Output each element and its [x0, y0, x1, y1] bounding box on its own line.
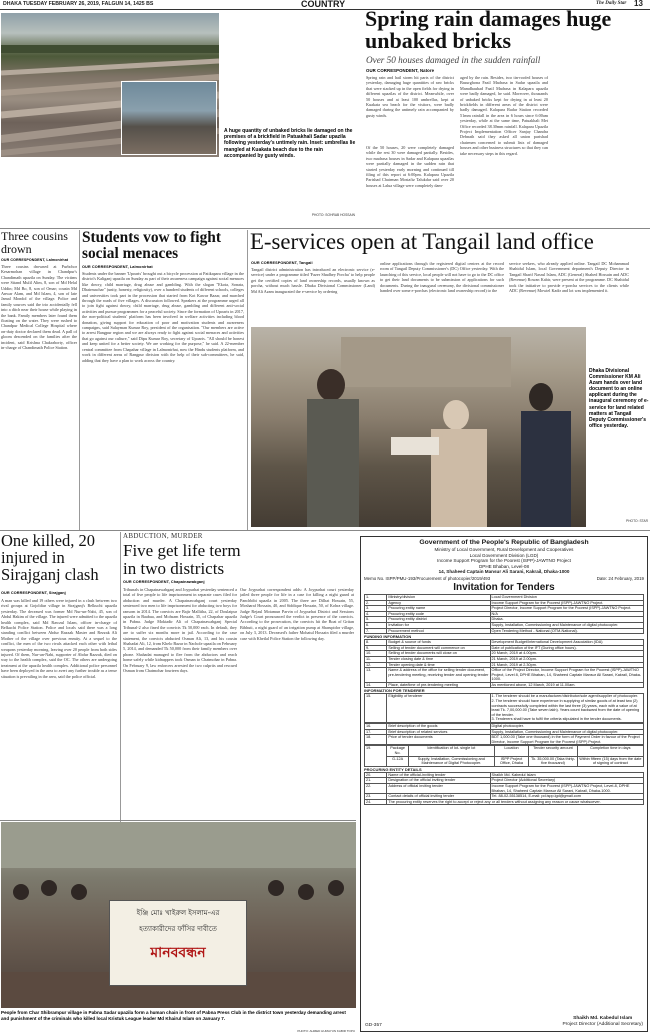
- table-row: [365, 606, 644, 612]
- row-number: 10.: [365, 651, 387, 657]
- row-key: Procuring entity district: [387, 617, 490, 623]
- pkg-head-0: Package No.: [387, 746, 409, 756]
- eservices-photo-caption: Dhaka Divisional Commissioner KM Ali Azam hands over land document to an online applicant during the inaugural ceremony of e-service for land related matters at Tangail Deputy Commissioner's office yesterday.: [589, 368, 649, 429]
- row-key: Selling of tender document will commence on: [387, 645, 490, 651]
- eservices-col-3: service seekers, who already applied online. Tangail DC Mohammad Shahidul Islam, local Government department's Deputy Director in Tangail Sharif Nasrul Islam, ADC (General) Shahed Hossain and ADC (Revenue) Rowan Kabir, were present at the programme. DC Shahidul took the initiative to provide e-porcha services to the clients while ADC (Revenue) Mowiel Kadir and lot was implemented it.: [509, 261, 629, 294]
- tender-table-b: [364, 639, 644, 688]
- pkg-cell-0: G-12A: [387, 756, 409, 766]
- row-number: 15.: [365, 694, 387, 723]
- killed-byline: OUR CORRESPONDENT, Sirajganj: [1, 591, 66, 595]
- table-row: [365, 628, 644, 634]
- killed-headline: One killed, 20 injured in Sirajganj clash: [1, 531, 99, 584]
- eservices-col-1: Tangail district administration has introduced an electronic service (e-service) under a programme titled 'Fazer Shadhey Porcha' to help people get the certified copies of land ownership records, usually known as porcha, without much hassle. Dhaka Divisional Commissioner (Land) Md Ali Azam inaugurated the e-service by ordering: [251, 267, 375, 294]
- table-row: [365, 783, 644, 793]
- students-body: Students under the banner 'Upoaris' brought out a bicycle procession at Patikapara village in the district's Kaliganj upazila on Sunday as part of their awareness campaign against social menaces like dowry, child marriage, drug abuse and gambling. With the slogan "Ekota, Sonata, Dhairmachar" (unity, honesty, religiosity), over a hundred students of different schools, colleges and universities took part in the procession that started from Kot Kawar Bazar, and marched through the roads of five villages. A discussion followed. Speakers at the programme urged all to join fight against dowry, child marriage, drug abuse, gambling and different anti-social activities and pursue programmes for a peaceful society. Since the formation of Upoaris in 2017, the non-political students' platform has been involved in welfare activities including blood donation, giving support for education of poor and motivation students and awareness campaigns, said Sulayman Kumar Roy, president of the organisation. "Our members are active to arrest Bangpur region and we are always ready to fight against social menaces and activities that go against our culture," said Dipu Kumar Roy, secretary of Upoaris. "All should be honest and keep united for a better society. We are working for the purpose," he said. A 22-member central committee from Chapahar village in Lalmonirhat, now the Hindu students platform, and work in different areas of Rangpur division with the help of their sub-committees, he said, adding that they have a plan to work across the country.: [82, 271, 244, 363]
- row-number: 7.: [365, 628, 387, 634]
- row-value: Supply, Installation, Commissioning and Maintenance of digital photocopier.: [490, 622, 643, 628]
- row-number: 20.: [365, 772, 387, 778]
- pkg-head-4: Completion time in days: [577, 746, 643, 756]
- table-row: [365, 729, 644, 735]
- entity-label: PROCURING ENTITY DETAILS: [364, 766, 422, 772]
- row-number: 18.: [365, 735, 387, 745]
- row-key: Place, date/time of pre-tendering meeting: [387, 682, 490, 688]
- row-number: 23.: [365, 794, 387, 800]
- row-key: Price of tender documents: [387, 735, 490, 745]
- sign-name: Shaikh Md. Kabedul Islam: [573, 1016, 633, 1021]
- pkg-cell-2: ISPP Project Office, Dhaka: [494, 756, 529, 766]
- row-value: Digital photocopier.: [490, 724, 643, 730]
- handover-scene-graphic: [251, 327, 586, 527]
- pkg-head-3: Tender security amount: [529, 746, 577, 756]
- row-value: Shaikh Md. Kabedul Islam: [490, 772, 643, 778]
- row-number: 11.: [365, 656, 387, 662]
- abduction-headline: Five get life term in two districts: [123, 541, 241, 578]
- package-row: [365, 756, 644, 766]
- lead-photo: [1, 13, 219, 157]
- lead-col-3: aged by the rain. Besides, two tin-roofed houses of Basurghona Fazil Madrasa in Sadar upazila and Mamdhaubad Fazil Madrasa in Kalapara upazila were badly damaged, he said. Moreover, thousands of unbaked bricks kept for drying in at least 20 brickfields in different areas of the district were badly damaged. Kalapara Radar Station recorded 51mm rainfall in the area in 6 hours since 6:00am yesterday, while at the same time, Patuakhali Met Office recorded 38.30mm rainfall. Kalapara Upazila Project Implementation Officer Sanjay Chandra Debnath said they asked all union parishad chairmen concerned to submit lists of damaged houses and other business structures so that they can take necessary steps in this regard.: [460, 75, 548, 156]
- row-key: Selling of tender documents will close on: [387, 651, 490, 657]
- row-number: 1.: [365, 594, 387, 600]
- table-row: [365, 640, 644, 646]
- page-number: 13: [634, 0, 643, 8]
- tender-memo: Memo No. ISPP/PMU-193/Procurement of photocopier/2019/493: [364, 575, 491, 581]
- row-value: Office of the Project Director, Income Support Program for the Poorest (ISPP)-JAWTNO Project, Level 8, DPHE Bhaban, 14, Shaheed Captain Mansur Ali Sarani, Kakrail, Dhaka-1000.: [490, 668, 643, 683]
- table-row: [365, 668, 644, 683]
- tender-table-a: [364, 594, 644, 634]
- row-number: 17.: [365, 729, 387, 735]
- tender-table-d: [364, 772, 644, 806]
- row-value: Tel. 88-02-55138514, E-mail: pd.ispp.lgd@gmail.com: [490, 794, 643, 800]
- row-key: Invitation for: [387, 622, 490, 628]
- table-row: [365, 694, 644, 723]
- lead-byline: OUR CORRESPONDENT, Natore: [366, 68, 435, 73]
- lead-headline: Spring rain damages huge unbaked bricks: [365, 6, 612, 53]
- row-value: 20 March, 2019 at 4.00pm.: [490, 651, 643, 657]
- row-number: 8.: [365, 640, 387, 646]
- row-number: 12.: [365, 662, 387, 668]
- eservices-headline: E-services open at Tangail land office: [250, 229, 594, 254]
- row-key: Procurement method: [387, 628, 490, 634]
- row-value: Project Director, Income Support Program for the Poorest (ISPP)-JAWTNO Project.: [490, 606, 643, 612]
- eservices-col-2: online applications through the registered digital centres at the record room of Tangail Deputy Commissioner's (DC) Office yesterday. With the launching of this service, local people will not have to go to the DC office to get their land documents to be submission of applications for such documents. During the inaugural ceremony, the divisional commissioner handed over some e-porchas (electronic land ownership record) to the: [380, 261, 504, 294]
- row-value: Project Director (Additional Secretary): [490, 778, 643, 784]
- mid-rule: [0, 530, 650, 531]
- tender-project: Income Support Program for the Poorest (ISPP)-JAWTNO Project: [437, 558, 571, 564]
- eservices-byline: OUR CORRESPONDENT, Tangail: [251, 261, 313, 265]
- human-chain-rule: [0, 820, 356, 821]
- row-number: 4.: [365, 611, 387, 617]
- abduction-col-1: Tribunals in Chapainawabganj and Joypurhat yesterday sentenced a total of five people to life imprisonment in separate cases filed for abduction and murder. A Chapainawabganj court yesterday sentenced two men to life imprisonment for abducting two boys for ransom in 2014. The convicts are Bajir Mallitha, 22, of Doulatpur upazila in Baabua, and Mohsam Hossain, 35, of Chapahar upazila in Pabna. Judge Moktadir Ali of Chapainawabganj Special Tribunal-2 also fined the convicts Tk 50,000 each. In default, they are to suffer six months more in jail. According to the case statement, the convicts abducted Osman Ali, 13, and his cousin Shahadat Ali, 12, from Khelo Bazar in Nachole upazila on February 5, 2014, and demanded Tk 50,000 from their family members over phone. Shahadat managed to flee from the abductors and reach home safely while kidnappers took Osman to Chatmohar in Pabna. On February 9, law enforcers arrested the two culprits and rescued Osman from Chatmohar fourteen days.: [123, 587, 237, 674]
- abduction-kicker: ABDUCTION, MURDER: [123, 532, 203, 540]
- abduction-byline: OUR CORRESPONDENT, Chapainawabganj: [123, 580, 205, 584]
- tender-gov-title: Government of the People's Republic of Bangladesh: [419, 539, 589, 546]
- tender-date: Date: 24 February, 2019: [596, 575, 644, 581]
- banner-line-2: হত্যাকারীদের ফাঁসির দাবীতে: [139, 925, 217, 933]
- human-chain-photo: [1, 822, 356, 1008]
- lead-photo-caption: A huge quantity of unbaked bricks lie damaged on the premises of a brickfield in Patuakhali Sadar upazila following yesterday's untimely rain. Inset: umbrellas lie mangled at Kuakata beach due to the rain accompanied by gusty winds.: [224, 128, 356, 159]
- row-value: Date of publication of the IFT (During office hours).: [490, 645, 643, 651]
- row-value: As mentioned above, 12 March, 2019 at 11.00am.: [490, 682, 643, 688]
- row-value: Local Government Division: [490, 594, 643, 600]
- tender-signature: [562, 1016, 643, 1028]
- row-value: Income Support Program for the Poorest (ISPP)-JAWTNO Project.: [490, 600, 643, 606]
- pkg-cell-3: Tk. 35,000.00 (Taka thirty-five thousand): [529, 756, 577, 766]
- table-row: [365, 622, 644, 628]
- row-value: Open Tendering Method - National (OTM-National).: [490, 628, 643, 634]
- col-divider-1: [79, 230, 80, 530]
- lead-photo-credit: PHOTO: SOHRAB HOSSAIN: [311, 213, 355, 217]
- row-value: 21 March, 2019 at 2.30pm.: [490, 662, 643, 668]
- three-cousins-headline: Three cousins drown: [1, 229, 68, 256]
- tender-gd-number: GD-357: [365, 1023, 382, 1028]
- funding-label: FUNDING INFORMATION: [364, 634, 412, 640]
- students-byline: OUR CORRESPONDENT, Lalmonirhat: [82, 265, 153, 269]
- row-key: Tender opening date & time: [387, 662, 490, 668]
- eligibility-list: [490, 694, 643, 723]
- row-value: Income Support Program for the Poorest (ISPP)-JAWTNO Project, Level-8, DPHE Bhaban, 14, Shaheed Captain Mansur Ali Sarani, Kakrail, Dhaka-1000.: [490, 783, 643, 793]
- banner-line-1: ইঞ্জি মোঃ খাইরুল ইসলাম-এর: [136, 909, 220, 917]
- package-header-row: [365, 746, 644, 756]
- row-key: Name of the official-inviting tender: [387, 772, 490, 778]
- eligibility-item: 1. The tenderer should be a manufacturer/distributor/sole agent/supplier of photocopier.: [491, 694, 639, 699]
- pkg-head-2: Location: [494, 746, 529, 756]
- row-number: 13.: [365, 668, 387, 683]
- masthead-logo: The Daily Star: [596, 1, 627, 6]
- row-value: 21 March, 2019 at 2.00pm.: [490, 656, 643, 662]
- eligibility-item: 2. The tenderer should have experience in supplying of similar goods of at least two (2) contracts successfully completed within the last three (3) years, each with a value of at least Tk. 7,00,000.00 (Take seven lakh). Years count backward from the date of opening of the tender.: [491, 699, 640, 717]
- col-divider-2: [247, 230, 248, 530]
- row-key: Brief description of related services: [387, 729, 490, 735]
- human-chain-credit: PHOTO: AHMED HUMAYUN KABIR TOPU: [297, 1029, 355, 1033]
- row-number: 9.: [365, 645, 387, 651]
- row-key: Ministry/division: [387, 594, 490, 600]
- row-key: Budget & source of funds: [387, 640, 490, 646]
- row-key: Eligibility of tenderer: [387, 694, 490, 723]
- human-chain-caption: People from Char Shibrampur village in Pabna Sadar upazila form a human chain in front of Pabna Press Club in the district town yesterday demanding arrest and punishment of the criminals who killed local Kristuk League leader Md Khairul Islam on January 7.: [1, 1010, 346, 1021]
- row-key: Designation of the official inviting tender: [387, 778, 490, 784]
- tender-table-c: [364, 723, 644, 745]
- row-key: Brief description of the goods: [387, 724, 490, 730]
- info-label: INFORMATION FOR TENDERER: [364, 688, 425, 694]
- row-number: 14.: [365, 682, 387, 688]
- lead-col-2: Of the 50 houses, 20 were completely damaged while the rest 30 were damaged partially. Besides, two madrasa houses in Sadar and Kalapara upazilas were partially damaged in the sudden rain that started yesterday early morning and continued till filing of this report at 6:00pm. Kalapara Upazila Parishad Chairman Mostafiz Talukdar said over 20 houses at Lalua village were completely dam-: [366, 145, 454, 188]
- row-number: 6.: [365, 622, 387, 628]
- row-number: 5.: [365, 617, 387, 623]
- row-key: Agency: [387, 600, 490, 606]
- tender-title: Invitation for Tenders: [453, 581, 555, 593]
- row-value: BDT 1,000.00 (Take one thousand) in the form of Payment Order in favour of the Project Director, Income Support Program for the Poorest (ISPP) Project.: [490, 735, 643, 745]
- section-name: COUNTRY: [301, 0, 346, 9]
- row-key: Procuring entity code: [387, 611, 490, 617]
- row-number: 3.: [365, 606, 387, 612]
- abduction-col-2: Our Joypurhat correspondent adds: A Joypurhat court yesterday jailed three people for life in a case for killing a night guard at Panchbibi upazila in 2005. The three are Dilhat Hossain, 55, Mosharaf Hossain, 40, and Siddique Hossain, 50, of Kohra village. Judge Rejaul Motamun Parvin of Joypurhat District and Sessions Judge's Court pronounced the verdict in presence of the convicts. According to the prosecution, the convicts hit the Boat of Gritan Bibhuti, a night guard of an irrigation pump at Sharupidor village, on July 3, 2013. Deceased's father Mohatul Hossain filed a murder case with Khetlal Police Station the following day.: [240, 587, 354, 641]
- killed-body: A man was killed and 19 others were injured in a clash between two rival groups at Gojoldiar village in Sirajganj's Belkuchi upazila yesterday. The deceased was former Md Nur-un-Nabi, 45, son of Abdul Hakim of the village. The injured were admitted to the upazila health complex, said Md Rawzul Islam, officer in-charge of Belkuchi Police Station. Police and locals said there was a long standing conflict between Abdur Razzak Master and Rezzak Ali Mother of the village over previous enmity. At a sequel to the conflict, the men of the two rivals attacked each other with lethal weapons yesterday morning, leaving over 20 people from both sides injured. Of them, Nur-un-Nabi, supporter of Abdur Razzak, died on way to the health complex, said the OC. The others are undergoing treatment at the upazila health complex. Additional police personnel have been deployed in the area to avert any further trouble as a tense situation is prevailing in the area, said the police official.: [1, 598, 117, 679]
- row-key: Tender closing date & time: [387, 656, 490, 662]
- row-key: The procuring entity reserves the right to accept or reject any or all tenders without assigning any reason or cause whatsoever.: [387, 799, 644, 805]
- row-number: 19.: [365, 746, 387, 766]
- row-key: Name & address of the office for selling tender document, pre-tendering meeting, receiving tender and opening tender: [387, 668, 490, 683]
- row-number: 2.: [365, 600, 387, 606]
- banner-line-3: মানববন্ধন: [150, 945, 206, 961]
- tender-package-table: [364, 745, 644, 766]
- table-row: [365, 682, 644, 688]
- eservices-photo: [251, 327, 586, 527]
- row-number: 21.: [365, 778, 387, 784]
- tender-notice: [360, 536, 648, 1032]
- row-key: Contact details of official inviting tender: [387, 794, 490, 800]
- three-cousins-byline: OUR CORRESPONDENT, Lalmonirhat: [1, 258, 69, 262]
- sign-title: Project Director (Additional Secretary): [562, 1022, 643, 1027]
- pkg-head-1: Identification of lot- single lot: [408, 746, 494, 756]
- tender-division: Local Government Division (LGD): [469, 552, 539, 558]
- eligibility-item: 3. Tenderers shall have to fulfil the criteria stipulated in the tender documents.: [491, 717, 622, 722]
- lead-subhead: Over 50 houses damaged in the sudden rainfall: [366, 55, 541, 65]
- tender-address: 14, Shaheed Captain Mansur Ali Sarani, Kakrail, Dhaka-1000: [438, 569, 570, 575]
- table-row: [365, 799, 644, 805]
- row-number: 22.: [365, 783, 387, 793]
- row-value: Supply, Installation, Commissioning and Maintenance of digital photocopier.: [490, 729, 643, 735]
- row-value: N/A: [490, 611, 643, 617]
- students-headline: Students vow to fight social menaces: [82, 229, 221, 262]
- row-number: 24.: [365, 799, 387, 805]
- tender-ministry: Ministry of Local Government, Rural Development and Cooperatives: [434, 547, 574, 552]
- row-key: Address of official inviting tender: [387, 783, 490, 793]
- row-value: Dhaka.: [490, 617, 643, 623]
- row-key: Procuring entity name: [387, 606, 490, 612]
- tender-table-eligibility: [364, 693, 644, 723]
- row-value: Development Budget/International Development Association (IDA): [490, 640, 643, 646]
- col-divider-3: [120, 532, 121, 822]
- pkg-cell-1: Supply, Installation, Commissioning and Maintenance of Digital Photocopier.: [408, 756, 494, 766]
- protest-banner: [109, 900, 247, 986]
- pkg-cell-4: Within fifteen (15) days from the date of signing of contract: [577, 756, 643, 766]
- row-number: 16.: [365, 724, 387, 730]
- inset-photo: [121, 81, 217, 155]
- tender-office: DPHE Bhaban, Level-08: [478, 563, 530, 569]
- dateline: DHAKA TUESDAY FEBRUARY 26, 2019, FALGUN 14, 1425 BS: [3, 1, 154, 7]
- three-cousins-body: Three cousins drowned at Purbchor Kesarmohan village in Chandpur's Chandimath upazila on Sunday. The victims were Sitand Mulil Alim, 8, son of Md Helal Uddin; Md Bo, 8, son of Omar; cousin Md Anwar Alam, and Md Islam, 4, son of late Jamal Mondol of the village. Police and family sources said the trio accidentally fell into a ditch near their house while playing in the bank. Family members later found them floating on the water. They were rushed to Chandpur Medical College Hospital where on-duty doctor declared them dead. A pall of gloom descended on the families after the incident, said Krishna Chakraborty, officer in-charge of Chandimath Police Station.: [1, 264, 77, 351]
- lead-col-1: Spring rain and hail storm hit parts of the district yesterday, damaging huge quantities of raw bricks that were stacked up in the open fields for drying in different upazilas of the district. Meanwhile, over 50 houses and at least 100 umbrellas, kept at Kuakata sea beach for the visitors, were badly damaged during the untimely rain accompanied by gusty winds.: [366, 75, 454, 118]
- eservices-photo-credit: PHOTO: STAR: [625, 519, 648, 523]
- table-row: [365, 735, 644, 745]
